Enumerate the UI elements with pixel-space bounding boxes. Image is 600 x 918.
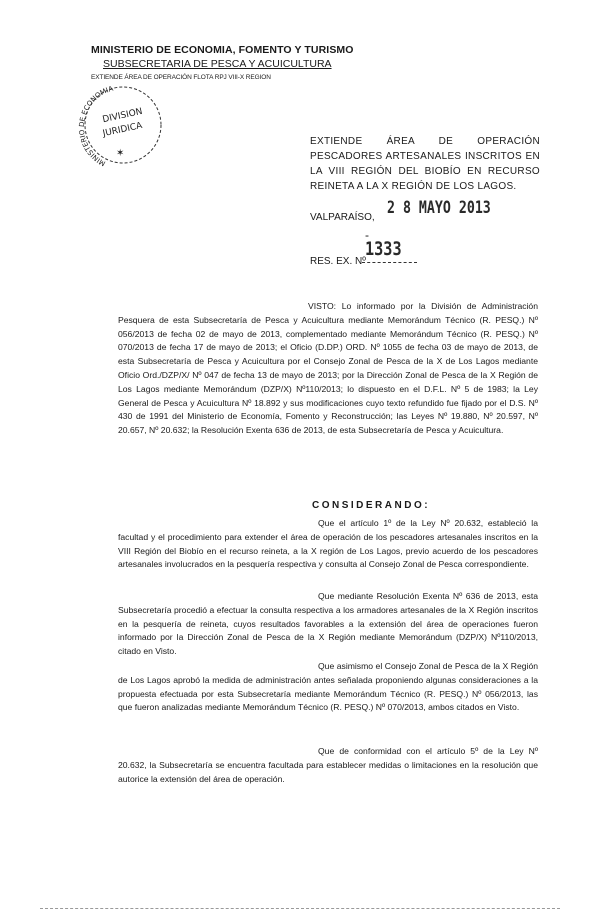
footer-rule: [40, 908, 560, 909]
ministry-name: MINISTERIO DE ECONOMIA, FOMENTO Y TURISMO: [91, 44, 354, 56]
number-dash: -: [365, 228, 369, 242]
stamp-date: 2 8 MAYO 2013: [387, 198, 491, 218]
division-juridica-seal: [76, 80, 171, 170]
resolution-subject: EXTIENDE ÁREA DE OPERACIÓN PESCADORES ARTESANALES INSCRITOS EN LA VIII REGIÓN DEL BIOBÍO EN RECURSO REINETA A LA X REGIÓN DE LOS LAGOS.: [310, 136, 540, 192]
seal-line-2: JURIDICA: [101, 120, 144, 140]
considerando-item-3: Que asimismo el Consejo Zonal de Pesca de la X Región de Los Lagos aprobó la medida de administración antes señalada proponiendo algunas consideraciones a la propuesta efectuada por esta Subsecretaría mediante Memorándum Técnico (R. PESQ.) Nº 056/2013, las que fueron analizadas mediante Memorándum Técnico (R. PESQ.) Nº 070/2013, ambos citados en Visto.: [118, 661, 538, 713]
resolution-number: 1333: [365, 238, 402, 260]
seal-line-1: DIVISION: [101, 106, 144, 126]
seal-star-icon: ✶: [116, 148, 125, 159]
visto-label: VISTO:: [308, 301, 337, 311]
considerando-heading: CONSIDERANDO:: [312, 500, 431, 511]
visto-paragraph: [118, 300, 538, 438]
visto-body: Lo informado por la División de Administración Pesquera de esta Subsecretaría de Pesca y Acuicultura mediante Memorándum Técnico (R. PESQ.) Nº 056/2013 de fecha 02 de mayo de 2013, complementado mediante Memorándum Técnico (R. PESQ.) Nº 070/2013 de fecha 17 de mayo de 2013; el Oficio (D.DP.) ORD. Nº 1055 de fecha 03 de mayo de 2013, de esta Subsecretaría de Pesca y Acuicultura por el Consejo Zonal de Pesca de la X de Los Lagos mediante Oficio Ord./DZP/X/ Nº 047 de fecha 13 de mayo de 2013; por la Dirección Zonal de Pesca de la X Región de Los Lagos mediante Memorándum (DZP/X) Nº110/2013; lo dispuesto en el D.F.L. Nº 5 de 1983; la Ley General de Pesca y Acuicultura Nº 18.892 y sus modificaciones cuyo texto refundido fue fijado por el D.S. Nº 430 de 1991 del Ministerio de Economía, Fomento y Reconstrucción; las Leyes Nº 19.880, Nº 20.597, Nº 20.657, Nº 20.632; la Resolución Exenta 636 de 2013, de esta Subsecretaría de Pesca y Acuicultura.: [118, 301, 538, 436]
extract-note: EXTIENDE ÁREA DE OPERACIÓN FLOTA RPJ VIII-X REGION: [91, 74, 271, 81]
seal-ring-text: MINISTERIO DE ECONOMIA: [77, 84, 115, 168]
place-label: VALPARAÍSO,: [310, 212, 375, 223]
considerando-item-4: Que de conformidad con el artículo 5º de la Ley Nº 20.632, la Subsecretaría se encuentra facultada para establecer medidas o limitaciones en la resolución que autorice la extensión del área de operación.: [118, 746, 538, 784]
considerando-item-2: Que mediante Resolución Exenta Nº 636 de 2013, esta Subsecretaría procedió a efectuar la consulta respectiva a los armadores artesanales de la X Región inscritos en la pesquería de reineta, cuyos resultados favorables a la extensión del área de operaciones fueron informado por la Dirección Zonal de Pesca de la X Región mediante Memorándum (DZP/X) Nº110/2013, citado en Visto.: [118, 591, 538, 657]
res-ex-label: RES. EX. Nº: [310, 256, 366, 267]
res-number-line: [362, 262, 417, 263]
considerando-item-1: Que el artículo 1º de la Ley Nº 20.632, estableció la facultad y el procedimiento para extender el área de operación de los pescadores artesanales inscritos en la VIII Región del Biobío en el recurso reineta, a la X región de Los Lagos, previo acuerdo de los pescadores artesanales involucrados en la pesquería respectiva y consulta al Consejo Zonal de Pesca correspondiente.: [118, 518, 538, 570]
subsecretaria-name: SUBSECRETARIA DE PESCA Y ACUICULTURA: [103, 58, 332, 70]
